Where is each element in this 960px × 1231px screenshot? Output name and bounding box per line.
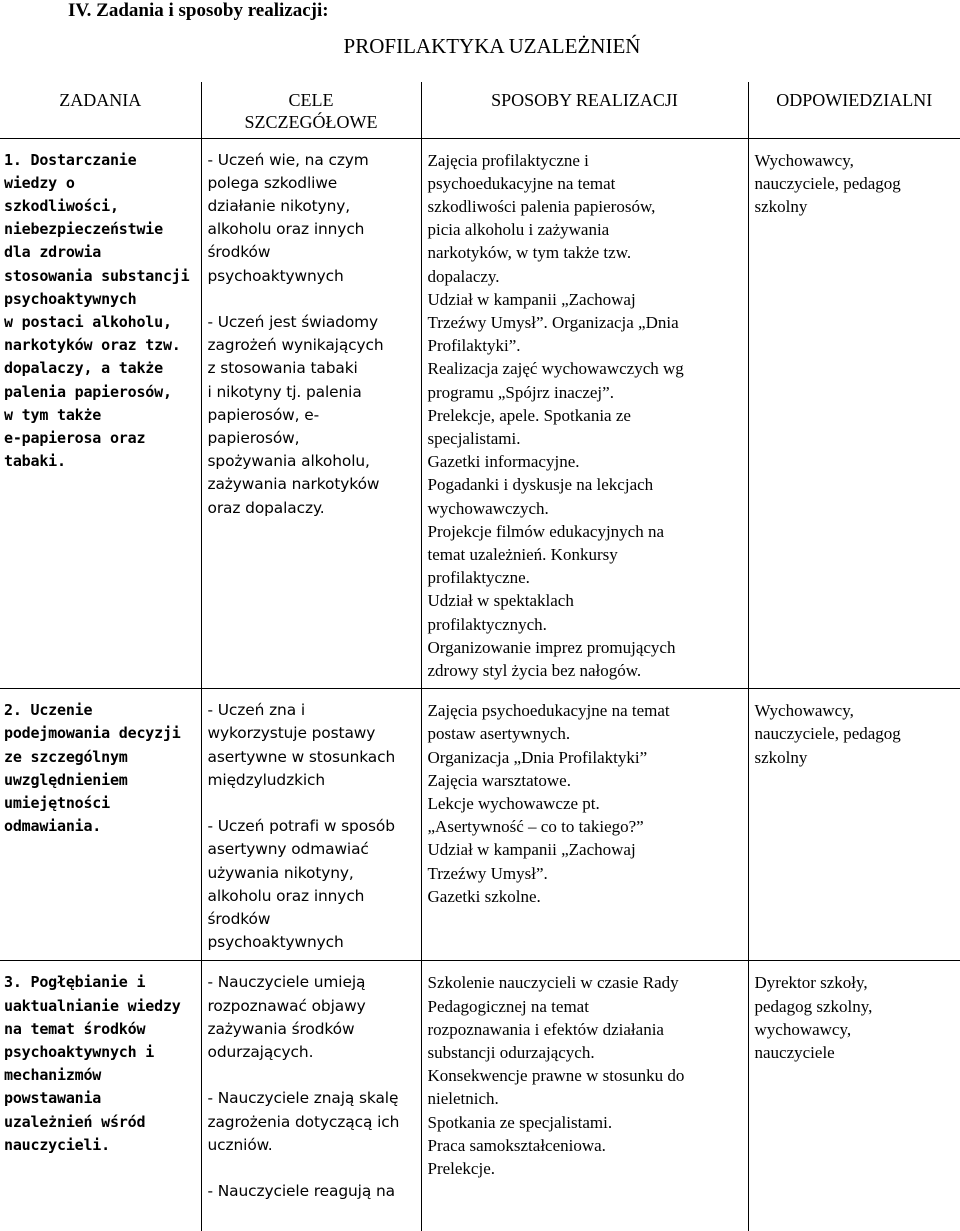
column-header-responsible: ODPOWIEDZIALNI <box>748 82 960 138</box>
responsible-cell: Wychowawcy, nauczyciele, pedagog szkolny <box>748 689 960 961</box>
methods-cell: Zajęcia psychoedukacyjne na temat postaw asertywnych. Organizacja „Dnia Profilaktyki” Zajęcia warsztatowe. Lekcje wychowawcze pt. „Asertywność – co to takiego?” Udział w kampanii „Zachowaj Trzeźwy Umysł”. Gazetki szkolne. <box>421 689 748 961</box>
task-cell: 2. Uczenie podejmowania decyzji ze szczególnym uwzględnieniem umiejętności odmawiania. <box>0 689 201 961</box>
table-row <box>0 961 960 1231</box>
tasks-table <box>0 82 960 1231</box>
goals-cell: - Uczeń wie, na czym polega szkodliwe działanie nikotyny, alkoholu oraz innych środków psychoaktywnych - Uczeń jest świadomy zagrożeń wynikających z stosowania tabaki i nikotyny tj. palenia papierosów, e- papierosów, spożywania alkoholu, zażywania narkotyków oraz dopalaczy. <box>201 138 421 689</box>
goals-cell: - Uczeń zna i wykorzystuje postawy asertywne w stosunkach międzyludzkich - Uczeń potrafi w sposób asertywny odmawiać używania nikotyny, alkoholu oraz innych środków psychoaktywnych <box>201 689 421 961</box>
section-heading: IV. Zadania i sposoby realizacji: <box>68 0 329 21</box>
responsible-cell: Dyrektor szkoły, pedagog szkolny, wychowawcy, nauczyciele <box>748 961 960 1231</box>
goals-cell: - Nauczyciele umieją rozpoznawać objawy zażywania środków odurzających. - Nauczyciele znają skalę zagrożenia dotyczącą ich uczniów. - Nauczyciele reagują na <box>201 961 421 1231</box>
task-cell: 1. Dostarczanie wiedzy o szkodliwości, niebezpieczeństwie dla zdrowia stosowania substancji psychoaktywnych w postaci alkoholu, narkotyków oraz tzw. dopalaczy, a także palenia papierosów, w tym także e-papierosa oraz tabaki. <box>0 138 201 689</box>
table-header-row <box>0 82 960 138</box>
table-row <box>0 138 960 689</box>
table-row <box>0 689 960 961</box>
page-title: PROFILAKTYKA UZALEŻNIEŃ <box>343 34 641 58</box>
column-header-goals: CELE SZCZEGÓŁOWE <box>201 82 421 138</box>
methods-cell: Zajęcia profilaktyczne i psychoedukacyjne na temat szkodliwości palenia papierosów, picia alkoholu i zażywania narkotyków, w tym także tzw. dopalaczy. Udział w kampanii „Zachowaj Trzeźwy Umysł”. Organizacja „Dnia Profilaktyki”. Realizacja zajęć wychowawczych wg programu „Spójrz inaczej”. Prelekcje, apele. Spotkania ze specjalistami. Gazetki informacyjne. Pogadanki i dyskusje na lekcjach wychowawczych. Projekcje filmów edukacyjnych na temat uzależnień. Konkursy profilaktyczne. Udział w spektaklach profilaktycznych. Organizowanie imprez promujących zdrowy styl życia bez nałogów. <box>421 138 748 689</box>
responsible-cell: Wychowawcy, nauczyciele, pedagog szkolny <box>748 138 960 689</box>
task-cell: 3. Pogłębianie i uaktualnianie wiedzy na temat środków psychoaktywnych i mechanizmów powstawania uzależnień wśród nauczycieli. <box>4 973 181 1154</box>
column-header-methods: SPOSOBY REALIZACJI <box>421 82 748 138</box>
methods-cell: Szkolenie nauczycieli w czasie Rady Pedagogicznej na temat rozpoznawania i efektów działania substancji odurzających. Konsekwencje prawne w stosunku do nieletnich. Spotkania ze specjalistami. Praca samokształceniowa. Prelekcje. <box>421 961 748 1231</box>
column-header-tasks: ZADANIA <box>0 82 201 138</box>
